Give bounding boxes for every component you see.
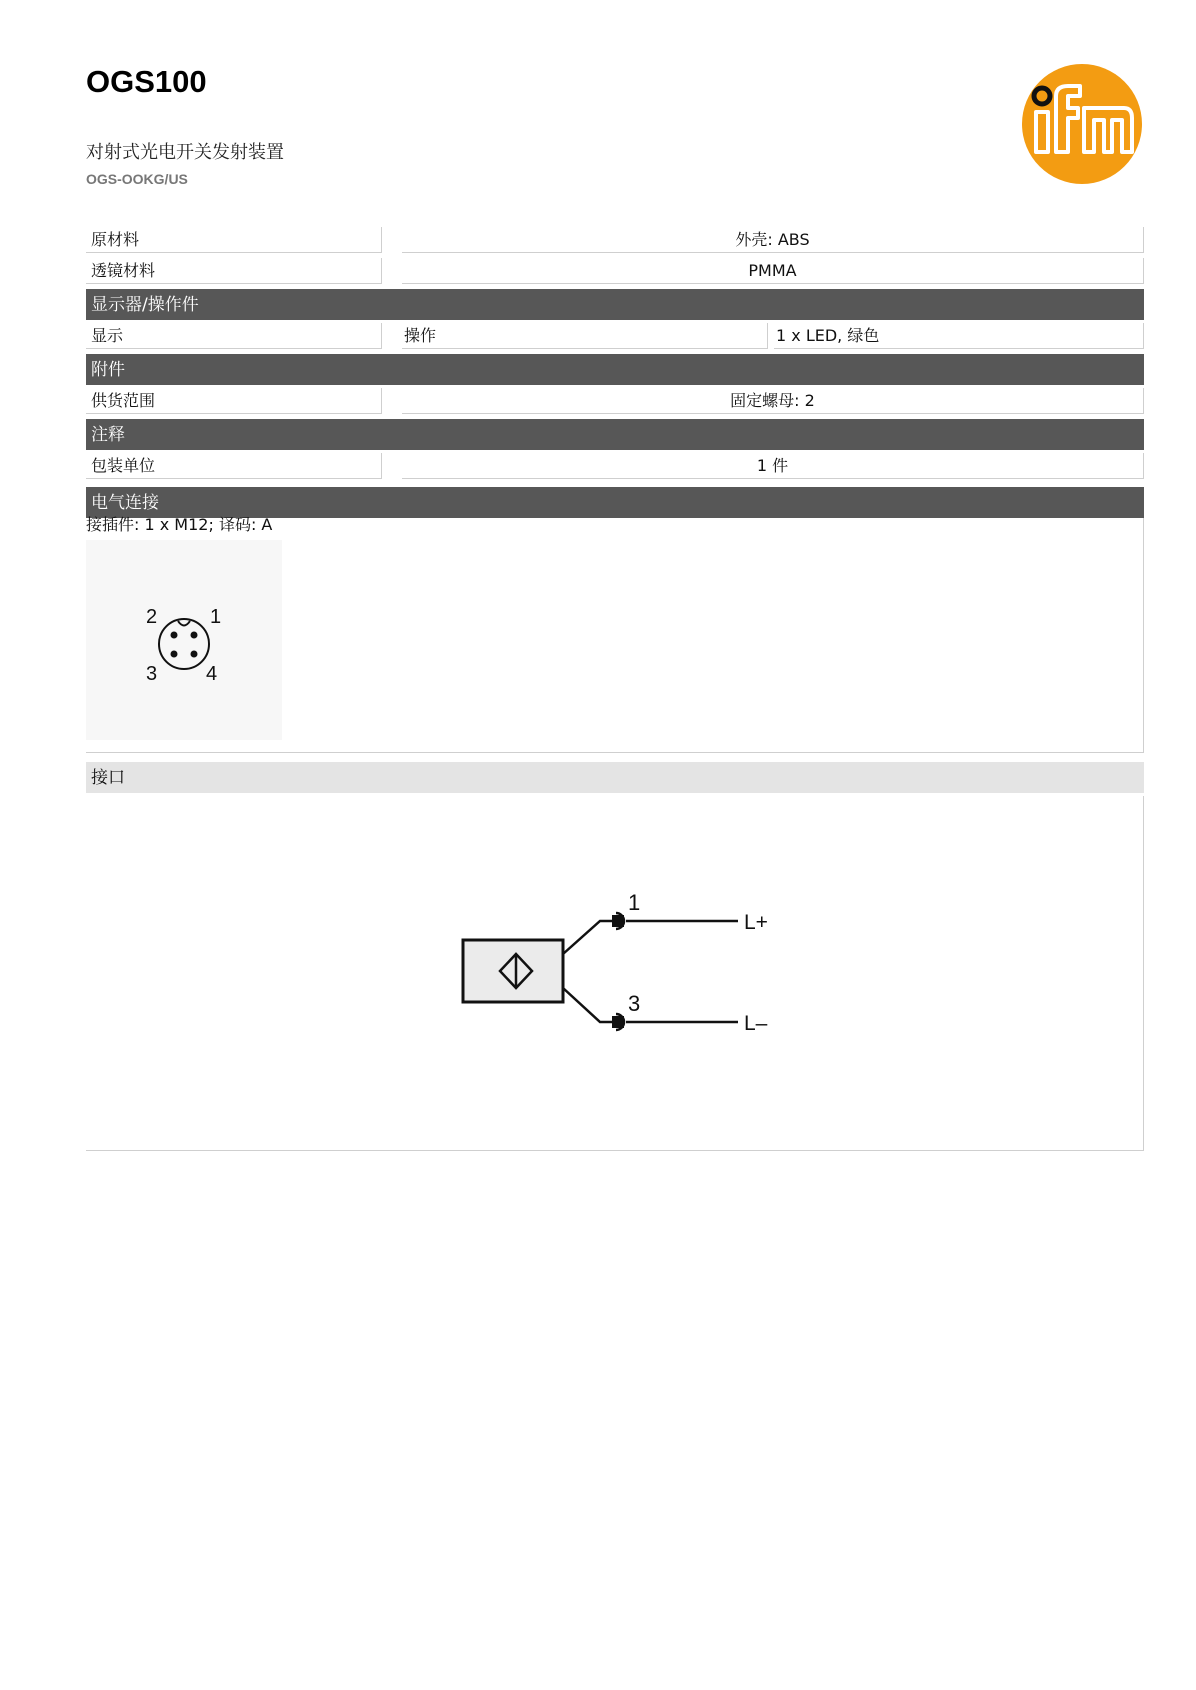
wire-pin-3: 3 [628, 991, 641, 1016]
connector-description: 接插件: 1 x M12; 译码: A [86, 515, 273, 534]
product-code: OGS-OOKG/US [86, 171, 188, 187]
label-l-minus: L– [744, 1012, 768, 1035]
product-subtitle: 对射式光电开关发射装置 [86, 142, 284, 163]
housing-material-label: 原材料 [86, 227, 382, 253]
package-unit-label: 包装单位 [86, 453, 382, 479]
display-label: 显示 [86, 323, 382, 349]
section-header-interface: 接口 [86, 762, 1144, 793]
section-header-display: 显示器/操作件 [86, 289, 1144, 320]
package-unit-value: 1 件 [402, 453, 1144, 479]
pin-label-4: 4 [206, 663, 218, 685]
pin-label-2: 2 [146, 606, 158, 628]
lens-material-row [86, 258, 1144, 285]
pin-label-3: 3 [146, 663, 158, 685]
connector-pinout-diagram [86, 540, 282, 740]
lens-material-label: 透镜材料 [86, 258, 382, 284]
section-header-notes: 注释 [86, 419, 1144, 450]
display-row [86, 323, 1144, 350]
wire-pin-1: 1 [628, 890, 641, 915]
scope-row [86, 388, 1144, 415]
section-header-accessories: 附件 [86, 354, 1144, 385]
wiring-diagram [450, 870, 790, 1050]
section-header-electrical: 电气连接 [86, 487, 1144, 518]
housing-material-value: 外壳: ABS [402, 227, 1144, 253]
operation-value: 1 x LED, 绿色 [774, 323, 1144, 349]
lens-material-value: PMMA [402, 258, 1144, 284]
scope-label: 供货范围 [86, 388, 382, 414]
operation-label: 操作 [402, 323, 768, 349]
housing-material-row [86, 227, 1144, 254]
scope-value: 固定螺母: 2 [402, 388, 1144, 414]
package-row [86, 453, 1144, 480]
product-title: OGS100 [86, 64, 207, 99]
pin-label-1: 1 [210, 606, 222, 628]
label-l-plus: L+ [744, 911, 768, 934]
ifm-logo [1020, 62, 1144, 186]
